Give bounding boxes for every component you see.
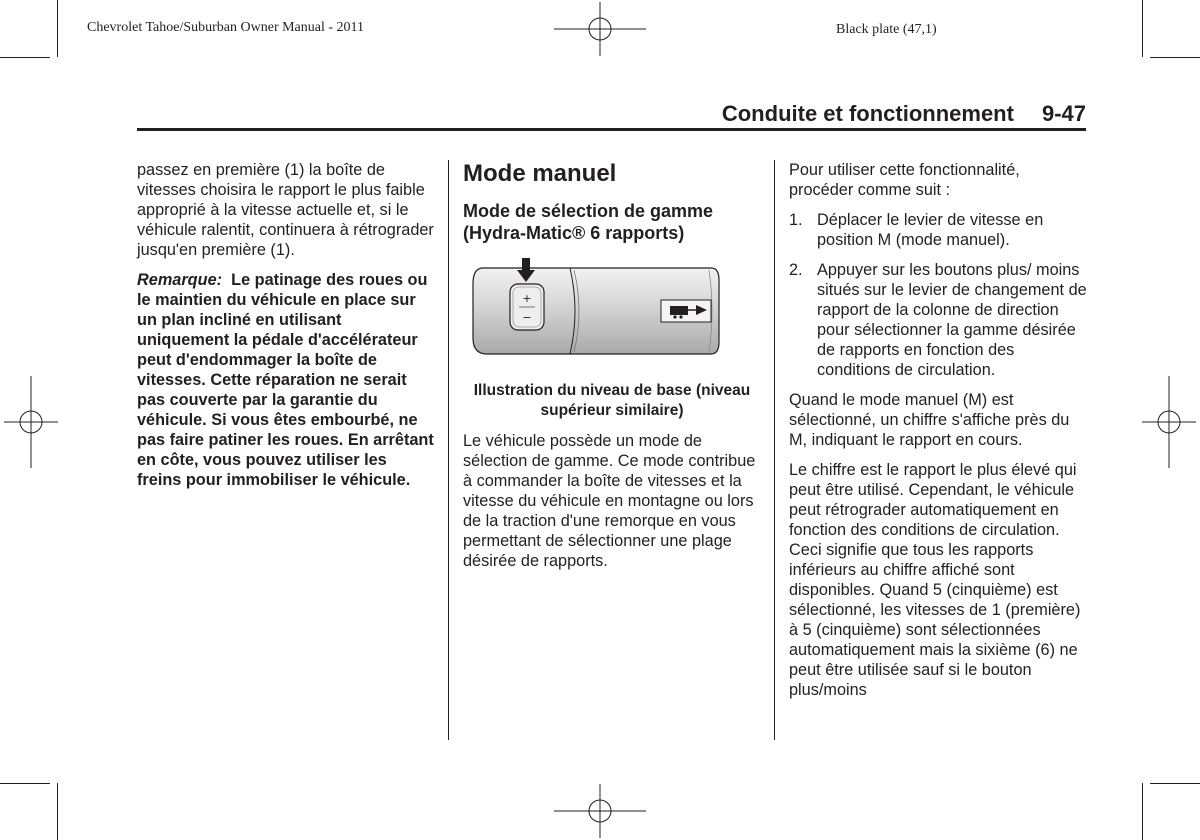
step-number: 1. <box>789 211 803 229</box>
steps-list <box>789 210 1087 380</box>
crop-mark <box>57 0 58 57</box>
page-number: 9-47 <box>1041 101 1086 126</box>
plus-symbol: + <box>522 292 532 305</box>
step-text: Déplacer le levier de vitesse en position M (mode manuel). <box>817 211 1044 249</box>
column-right <box>789 160 1087 710</box>
list-item <box>789 260 1087 380</box>
paragraph: passez en première (1) la boîte de vitesses choisira le rapport le plus faible approprié à la vitesse actuelle et, si le véhicule ralentit, continuera à rétrograder jusqu'en première (1). <box>137 161 434 259</box>
illustration-caption: Illustration du niveau de base (niveau supérieur similaire) <box>473 382 751 419</box>
column-divider <box>448 160 449 740</box>
tow-haul-icon <box>670 306 688 315</box>
crop-mark <box>1142 0 1143 57</box>
registration-mark-top <box>554 2 646 56</box>
crop-mark <box>1142 783 1143 840</box>
note-paragraph <box>137 270 435 490</box>
list-item <box>789 210 1087 250</box>
step-number: 2. <box>789 261 803 279</box>
header-rule <box>137 128 1086 131</box>
shift-lever-illustration <box>463 258 723 362</box>
registration-mark-bottom <box>554 784 646 838</box>
subheading-range-selection: Mode de sélection de gamme (Hydra-Matic® 6 rapports) <box>463 201 714 243</box>
crop-mark <box>1150 783 1200 784</box>
crop-mark <box>0 783 50 784</box>
intro-paragraph: Pour utiliser cette fonctionnalité, procéder comme suit : <box>789 161 1020 199</box>
note-text: Le patinage des roues ou le maintien du véhicule en place sur un plan incliné en utilisant uniquement la pédale d'accélérateur peut d'endommager la boîte de vitesses. Cette réparation ne serait pas couverte par la garantie du véhicule. Si vous êtes embourbé, ne pas faire patiner les roues. En arrêtant en côte, vous pouvez utiliser les freins pour immobiliser le véhicule. <box>137 271 434 489</box>
step-text: Appuyer sur les boutons plus/ moins situés sur le levier de changement de rapport de la colonne de direction pour sélectionner la gamme désirée de rapports en fonction des conditions de circulation. <box>817 261 1087 379</box>
paragraph: Le chiffre est le rapport le plus élevé qui peut être utilisé. Cependant, le véhicule peut rétrograder automatiquement en fonction des conditions de circulation. Ceci signifie que tous les rapports inférieurs au chiffre affiché sont disponibles. Quand 5 (cinquième) est sélectionné, les vitesses de 1 (première) à 5 (cinquième) sont sélectionnées automatiquement mais la sixième (6) ne peut être utilisée sauf si le bouton plus/moins <box>789 461 1081 699</box>
minus-symbol: − <box>522 311 532 324</box>
paragraph: Le véhicule possède un mode de sélection de gamme. Ce mode contribue à commander la boîte de vitesses et la vitesse du véhicule en montagne ou lors de la traction d'une remorque en vous permettant de sélectionner une plage désirée de rapports. <box>463 432 756 570</box>
section-title: Conduite et fonctionnement <box>721 101 1014 126</box>
crop-mark <box>1150 57 1200 58</box>
note-label: Remarque: <box>137 271 223 289</box>
column-left <box>137 160 435 500</box>
header-plate-info: Black plate (47,1) <box>836 22 937 37</box>
registration-mark-right <box>1142 376 1196 468</box>
crop-mark <box>0 57 50 58</box>
paragraph: Quand le mode manuel (M) est sélectionné, un chiffre s'affiche près du M, indiquant le rapport en cours. <box>789 391 1070 449</box>
registration-mark-left <box>4 376 58 468</box>
heading-mode-manuel: Mode manuel <box>463 160 617 187</box>
header-manual-title: Chevrolet Tahoe/Suburban Owner Manual - 2011 <box>87 20 365 35</box>
column-middle <box>463 160 761 581</box>
column-divider <box>774 160 775 740</box>
crop-mark <box>57 783 58 840</box>
section-header <box>722 101 1086 127</box>
